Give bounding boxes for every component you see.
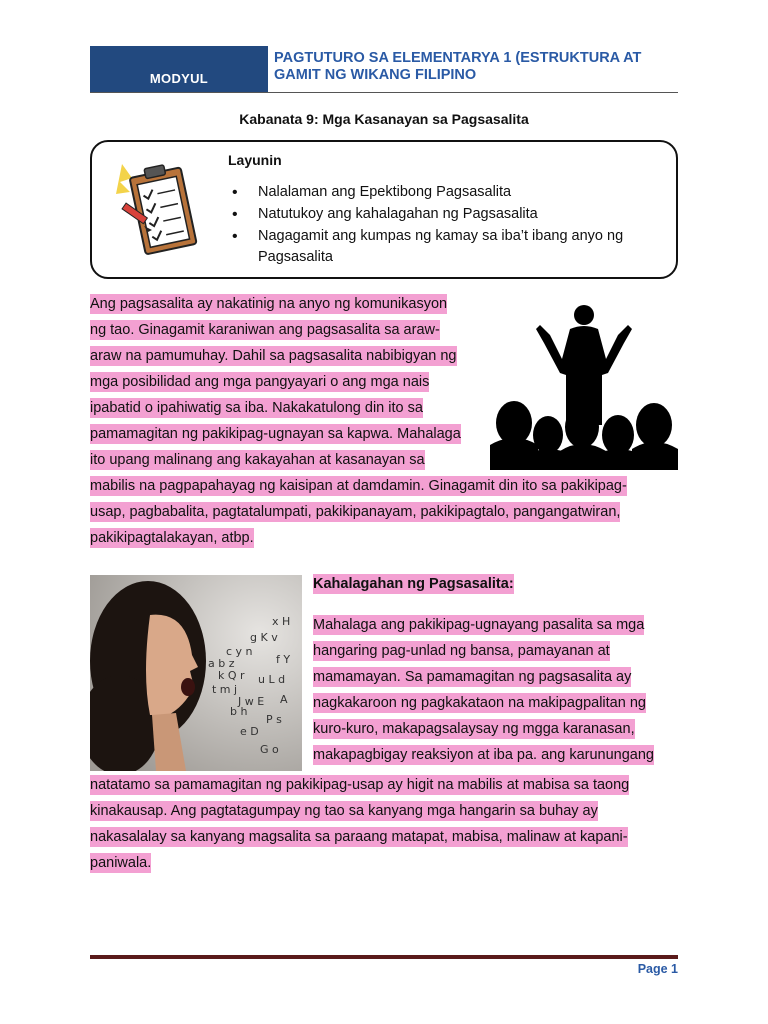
svg-text:t m j: t m j: [212, 683, 238, 696]
footer-divider: [90, 955, 678, 959]
objectives-box: [90, 140, 678, 279]
objective-item: • Nagagamit ang kumpas ng kamay sa iba’t ibang anyo ng Pagsasalita: [232, 226, 652, 268]
paragraph-line: Mahalaga ang pakikipag-ugnayang pasalita sa mga: [313, 617, 645, 633]
paragraph-line: usap, pagbabalita, pagtatalumpati, pakikipanayam, pakikipagtalo, pangangatwiran,: [90, 504, 621, 520]
svg-text:c y n: c y n: [226, 645, 253, 658]
svg-text:e D: e D: [240, 725, 259, 738]
paragraph-line: kinakausap. Ang pagtatagumpay ng tao sa kanyang mga hangarin sa buhay ay: [90, 803, 598, 819]
objectives-list: [232, 182, 652, 269]
importance-paragraph-bottom: [90, 772, 670, 876]
objective-item: • Nalalaman ang Epektibong Pagsasalita: [232, 182, 652, 203]
paragraph-line: Ang pagsasalita ay nakatinig na anyo ng komunikasyon: [90, 296, 448, 312]
paragraph-line: hangaring pag-unlad ng bansa, pamayanan at: [313, 643, 610, 659]
header-divider: [90, 92, 678, 93]
svg-text:g K v: g K v: [250, 631, 278, 644]
chapter-title: Kabanata 9: Mga Kasanayan sa Pagsasalita: [239, 111, 529, 127]
svg-text:f Y: f Y: [276, 653, 291, 666]
paragraph-line: araw na pamumuhay. Dahil sa pagsasalita nabibigyan ng: [90, 348, 457, 364]
paragraph-line: nagkakaroon ng pagkakataon na makipagpalitan ng: [313, 695, 646, 711]
paragraph-line: kuro-kuro, makapagsalaysay ng mgga karanasan,: [313, 721, 635, 737]
paragraph-line: mabilis na pagpapahayag ng kaisipan at damdamin. Ginagamit din ito sa pakikipag-: [90, 478, 627, 494]
paragraph-line: ipabatid o ipahiwatig sa iba. Nakakatulong din ito sa: [90, 400, 423, 416]
section-heading: Kahalagahan ng Pagsasalita:: [313, 576, 514, 592]
svg-text:J w E: J w E: [238, 695, 265, 708]
page-number: Page 1: [637, 962, 678, 976]
svg-text:u L d: u L d: [258, 673, 286, 686]
module-label-box: [90, 46, 268, 92]
speaking-woman-image: [90, 575, 302, 771]
module-header: [90, 46, 678, 92]
module-label: MODYUL: [149, 71, 209, 86]
svg-text:a b z: a b z: [208, 657, 235, 670]
clipboard-checklist-icon: [108, 160, 204, 260]
svg-text:k Q r: k Q r: [218, 669, 245, 682]
paragraph-line: nakasalalay sa kanyang magsalita sa paraang matapat, mabisa, malinaw at kapani-: [90, 829, 628, 845]
paragraph-line: ng tao. Ginagamit karaniwan ang pagsasalita sa araw-: [90, 322, 440, 338]
objective-item: • Natutukoy ang kahalagahan ng Pagsasalita: [232, 204, 652, 225]
speaker-audience-image: [490, 295, 678, 470]
paragraph-line: paniwala.: [90, 855, 152, 871]
paragraph-line: pakikipagtalakayan, atbp.: [90, 530, 254, 546]
svg-text:P s: P s: [266, 713, 282, 726]
svg-text:b h: b h: [230, 705, 248, 718]
course-title: PAGTUTURO SA ELEMENTARYA 1 (ESTRUKTURA AT GAMIT NG WIKANG FILIPINO: [274, 50, 642, 83]
paragraph-line: mga posibilidad ang mga pangyayari o ang mga nais: [90, 374, 430, 390]
paragraph-line: makapagbigay reaksiyon at iba pa. ang karunungang: [313, 747, 654, 763]
svg-text:G o: G o: [260, 743, 279, 756]
objectives-title: Layunin: [228, 152, 282, 168]
paragraph-line: ito upang malinang ang kakayahan at kasanayan sa: [90, 452, 425, 468]
paragraph-line: pamamagitan ng pakikipag-ugnayan sa kapwa. Mahalaga: [90, 426, 461, 442]
paragraph-line: natatamo sa pamamagitan ng pakikipag-usap ay higit na mabilis at mabisa sa taong: [90, 777, 630, 793]
importance-paragraph-top: [313, 612, 683, 768]
paragraph-line: mamamayan. Sa pamamagitan ng pagsasalita ay: [313, 669, 632, 685]
svg-text:x H: x H: [272, 615, 291, 628]
svg-text:A: A: [280, 693, 288, 706]
